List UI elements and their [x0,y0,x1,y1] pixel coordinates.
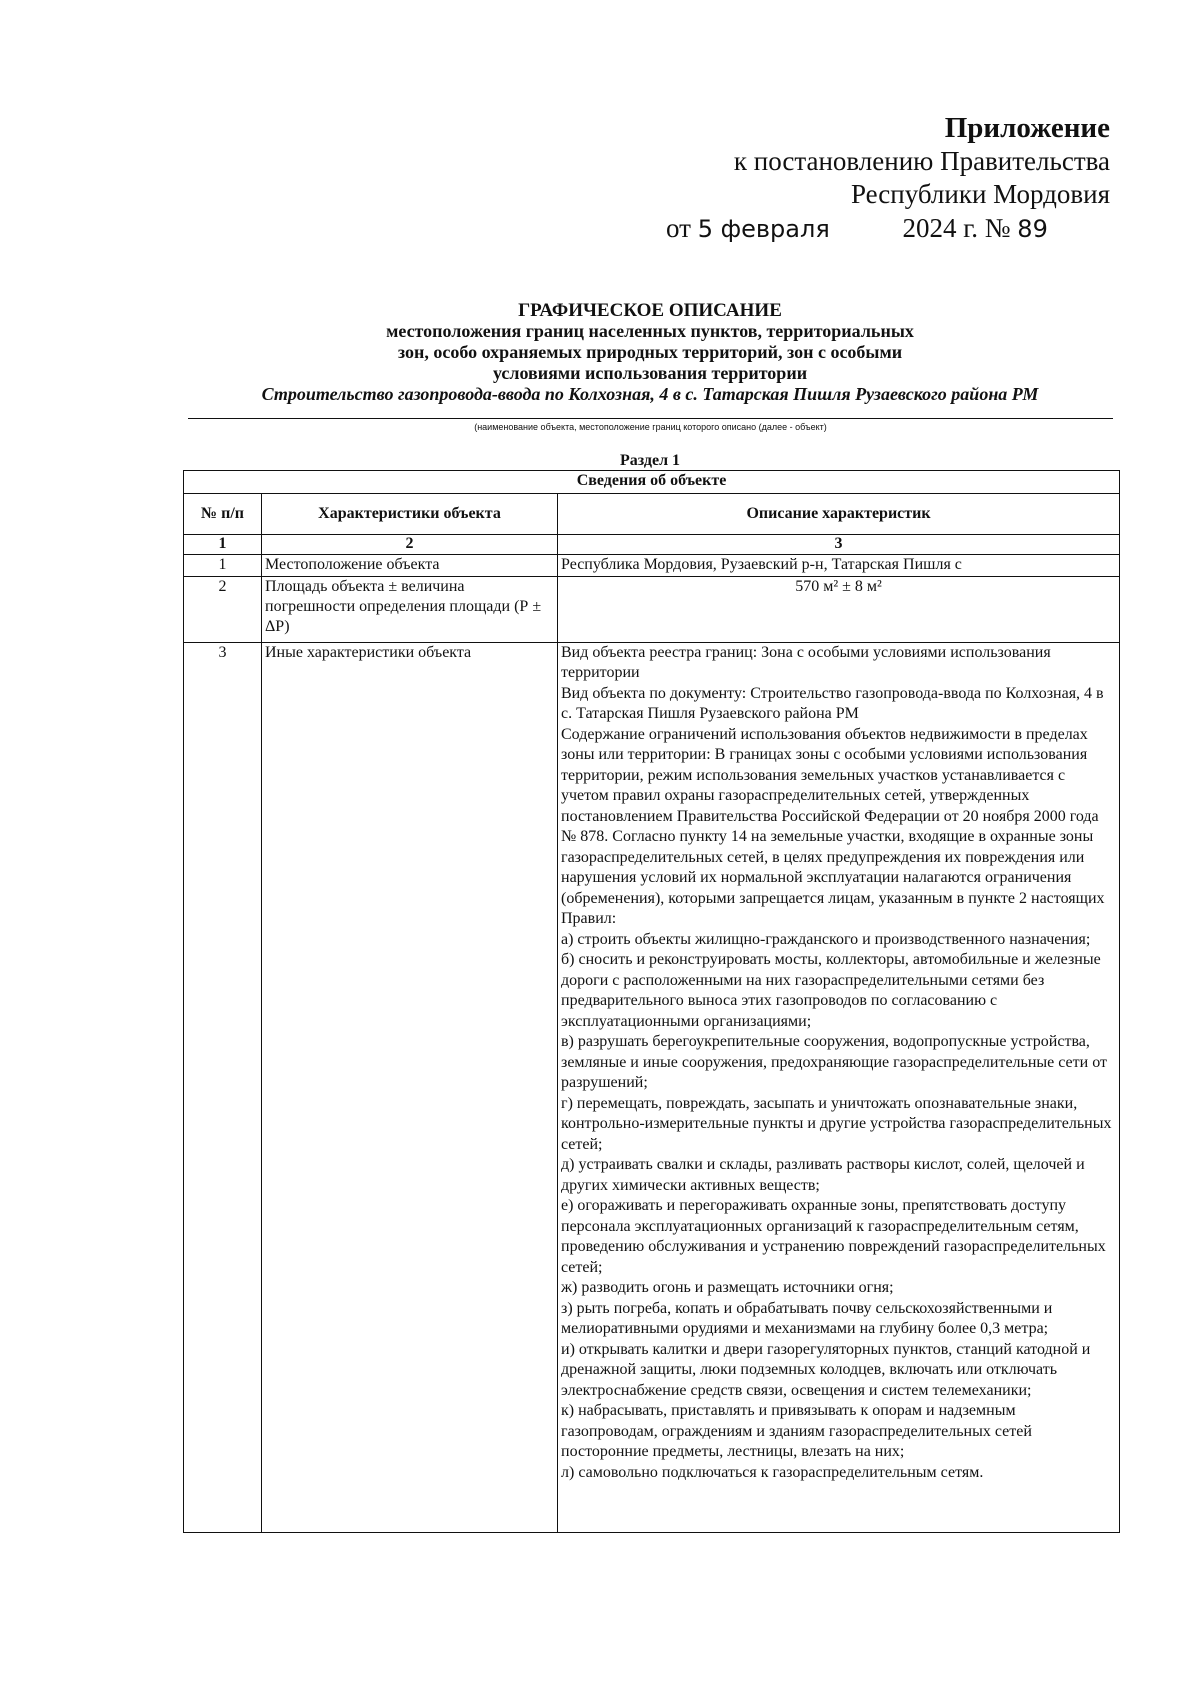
restriction-item: а) строить объекты жилищно-гражданского и производственного назначения; [561,930,1091,948]
table-row [184,555,1120,577]
subtitle-line-1: местоположения границ населенных пунктов, территориальных [386,321,914,341]
appendix-line-2: Республики Мордовия [850,179,1110,209]
appendix-title: Приложение [944,112,1110,144]
column-number: 1 [184,535,262,555]
restriction-item: б) сносить и реконструировать мосты, коллекторы, автомобильные и железные дороги с расположенными на них газораспределительными сетями без предварительного выноса этих газопроводов по согласованию с эксплуатационными организациями; [561,951,1101,1030]
restriction-item: е) огораживать и перегораживать охранные зоны, препятствовать доступу персонала эксплуатационных организаций к газораспределительным сетям, проведению обслуживания и устранению повреждений газораспределительных сетей; [561,1197,1106,1276]
description-paragraph: Вид объекта по документу: Строительство газопровода-ввода по Колхозная, 4 в с. Татарская Пишля Рузаевского района РМ [561,684,1104,722]
restriction-item: г) перемещать, повреждать, засыпать и уничтожать опознавательные знаки, контрольно-измерительные пункты и другие устройства газораспределительных сетей; [561,1094,1112,1153]
restriction-item: ж) разводить огонь и размещать источники огня; [561,1279,894,1296]
row-description: 570 м² ± 8 м² [558,576,1120,642]
date-prefix: от [666,213,691,243]
row-number: 1 [184,555,262,577]
appendix-line-1: к постановлению Правительства [733,146,1110,176]
column-number: 2 [262,535,558,555]
restriction-item: л) самовольно подключаться к газораспределительным сетям. [561,1463,984,1481]
decree-number: 89 [1017,215,1048,243]
header-num: № п/п [184,494,262,535]
row-description [558,642,1120,1532]
row-characteristic: Местоположение объекта [262,555,558,577]
row-characteristic: Площадь объекта ± величина погрешности определения площади (Р ± ΔР) [262,576,558,642]
restriction-item: и) открывать калитки и двери газорегуляторных пунктов, станций катодной и дренажной защиты, люки подземных колодцев, включать или отключать электроснабжение средств связи, освещения и систем телемеханики; [561,1340,1091,1399]
date-day-month: 5 февраля [697,215,830,243]
object-info-table [183,470,1120,1533]
column-numbers-row [184,535,1120,555]
column-number: 3 [558,535,1120,555]
document-heading [185,300,1115,405]
description-paragraph: Содержание ограничений использования объектов недвижимости в пределах зоны или территории: В границах зоны с особыми условиями использования территории, режим использования земельных участков устанавливается с учетом правил охраны газораспределительных сетей, утвержденных постановлением Правительства Российской Федерации от 20 ноября 2000 года № 878. Согласно пункту 14 на земельные участки, входящие в охранные зоны газораспределительных сетей, в целях предупреждения их повреждения или нарушения условий их нормальной эксплуатации налагаются ограничения (обременения), которыми запрещается лицам, указанным в пункте 2 настоящих Правил: [561,725,1105,927]
table-header-row [184,494,1120,535]
table-caption: Сведения об объекте [184,471,1120,494]
restriction-item: к) набрасывать, приставлять и привязывать к опорам и надземным газопроводам, ограждениям и зданиям газораспределительных сетей посторонние предметы, лестницы, влезать на них; [561,1402,1032,1460]
header-characteristic: Характеристики объекта [262,494,558,535]
date-year: 2024 г. № [902,213,1011,243]
restriction-item: з) рыть погреба, копать и обрабатывать почву сельскохозяйственными и мелиоративными орудиями и механизмами на глубину более 0,3 метра; [561,1299,1053,1337]
restriction-item: д) устраивать свалки и склады, разливать растворы кислот, солей, щелочей и других химически активных веществ; [561,1156,1085,1194]
table-row [184,576,1120,642]
subtitle-line-2: зон, особо охраняемых природных территорий, зон с особыми [397,342,903,362]
subtitle-line-3: условиями использования территории [492,363,808,383]
section-title: Раздел 1 [619,452,681,469]
row-description: Республика Мордовия, Рузаевский р-н, Татарская Пишля с [558,555,1120,577]
table-caption-row [184,471,1120,494]
object-underline [188,418,1113,419]
decree-date-line [666,212,1048,246]
appendix-block [550,112,1110,211]
table-row [184,642,1120,1532]
header-description: Описание характеристик [558,494,1120,535]
restriction-item: в) разрушать берегоукрепительные сооружения, водопропускные устройства, земляные и иные сооружения, предохраняющие газораспределительные сети от разрушений; [561,1033,1107,1091]
row-characteristic: Иные характеристики объекта [262,642,558,1532]
object-name: Строительство газопровода-ввода по Колхозная, 4 в с. Татарская Пишля Рузаевского района РМ [261,384,1039,404]
description-paragraph: Вид объекта реестра границ: Зона с особыми условиями использования территории [561,643,1051,681]
object-caption: (наименование объекта, местоположение границ которого описано (далее - объект) [474,422,827,432]
row-number: 2 [184,576,262,642]
row-number: 3 [184,642,262,1532]
document-title: ГРАФИЧЕСКОЕ ОПИСАНИЕ [518,300,782,321]
